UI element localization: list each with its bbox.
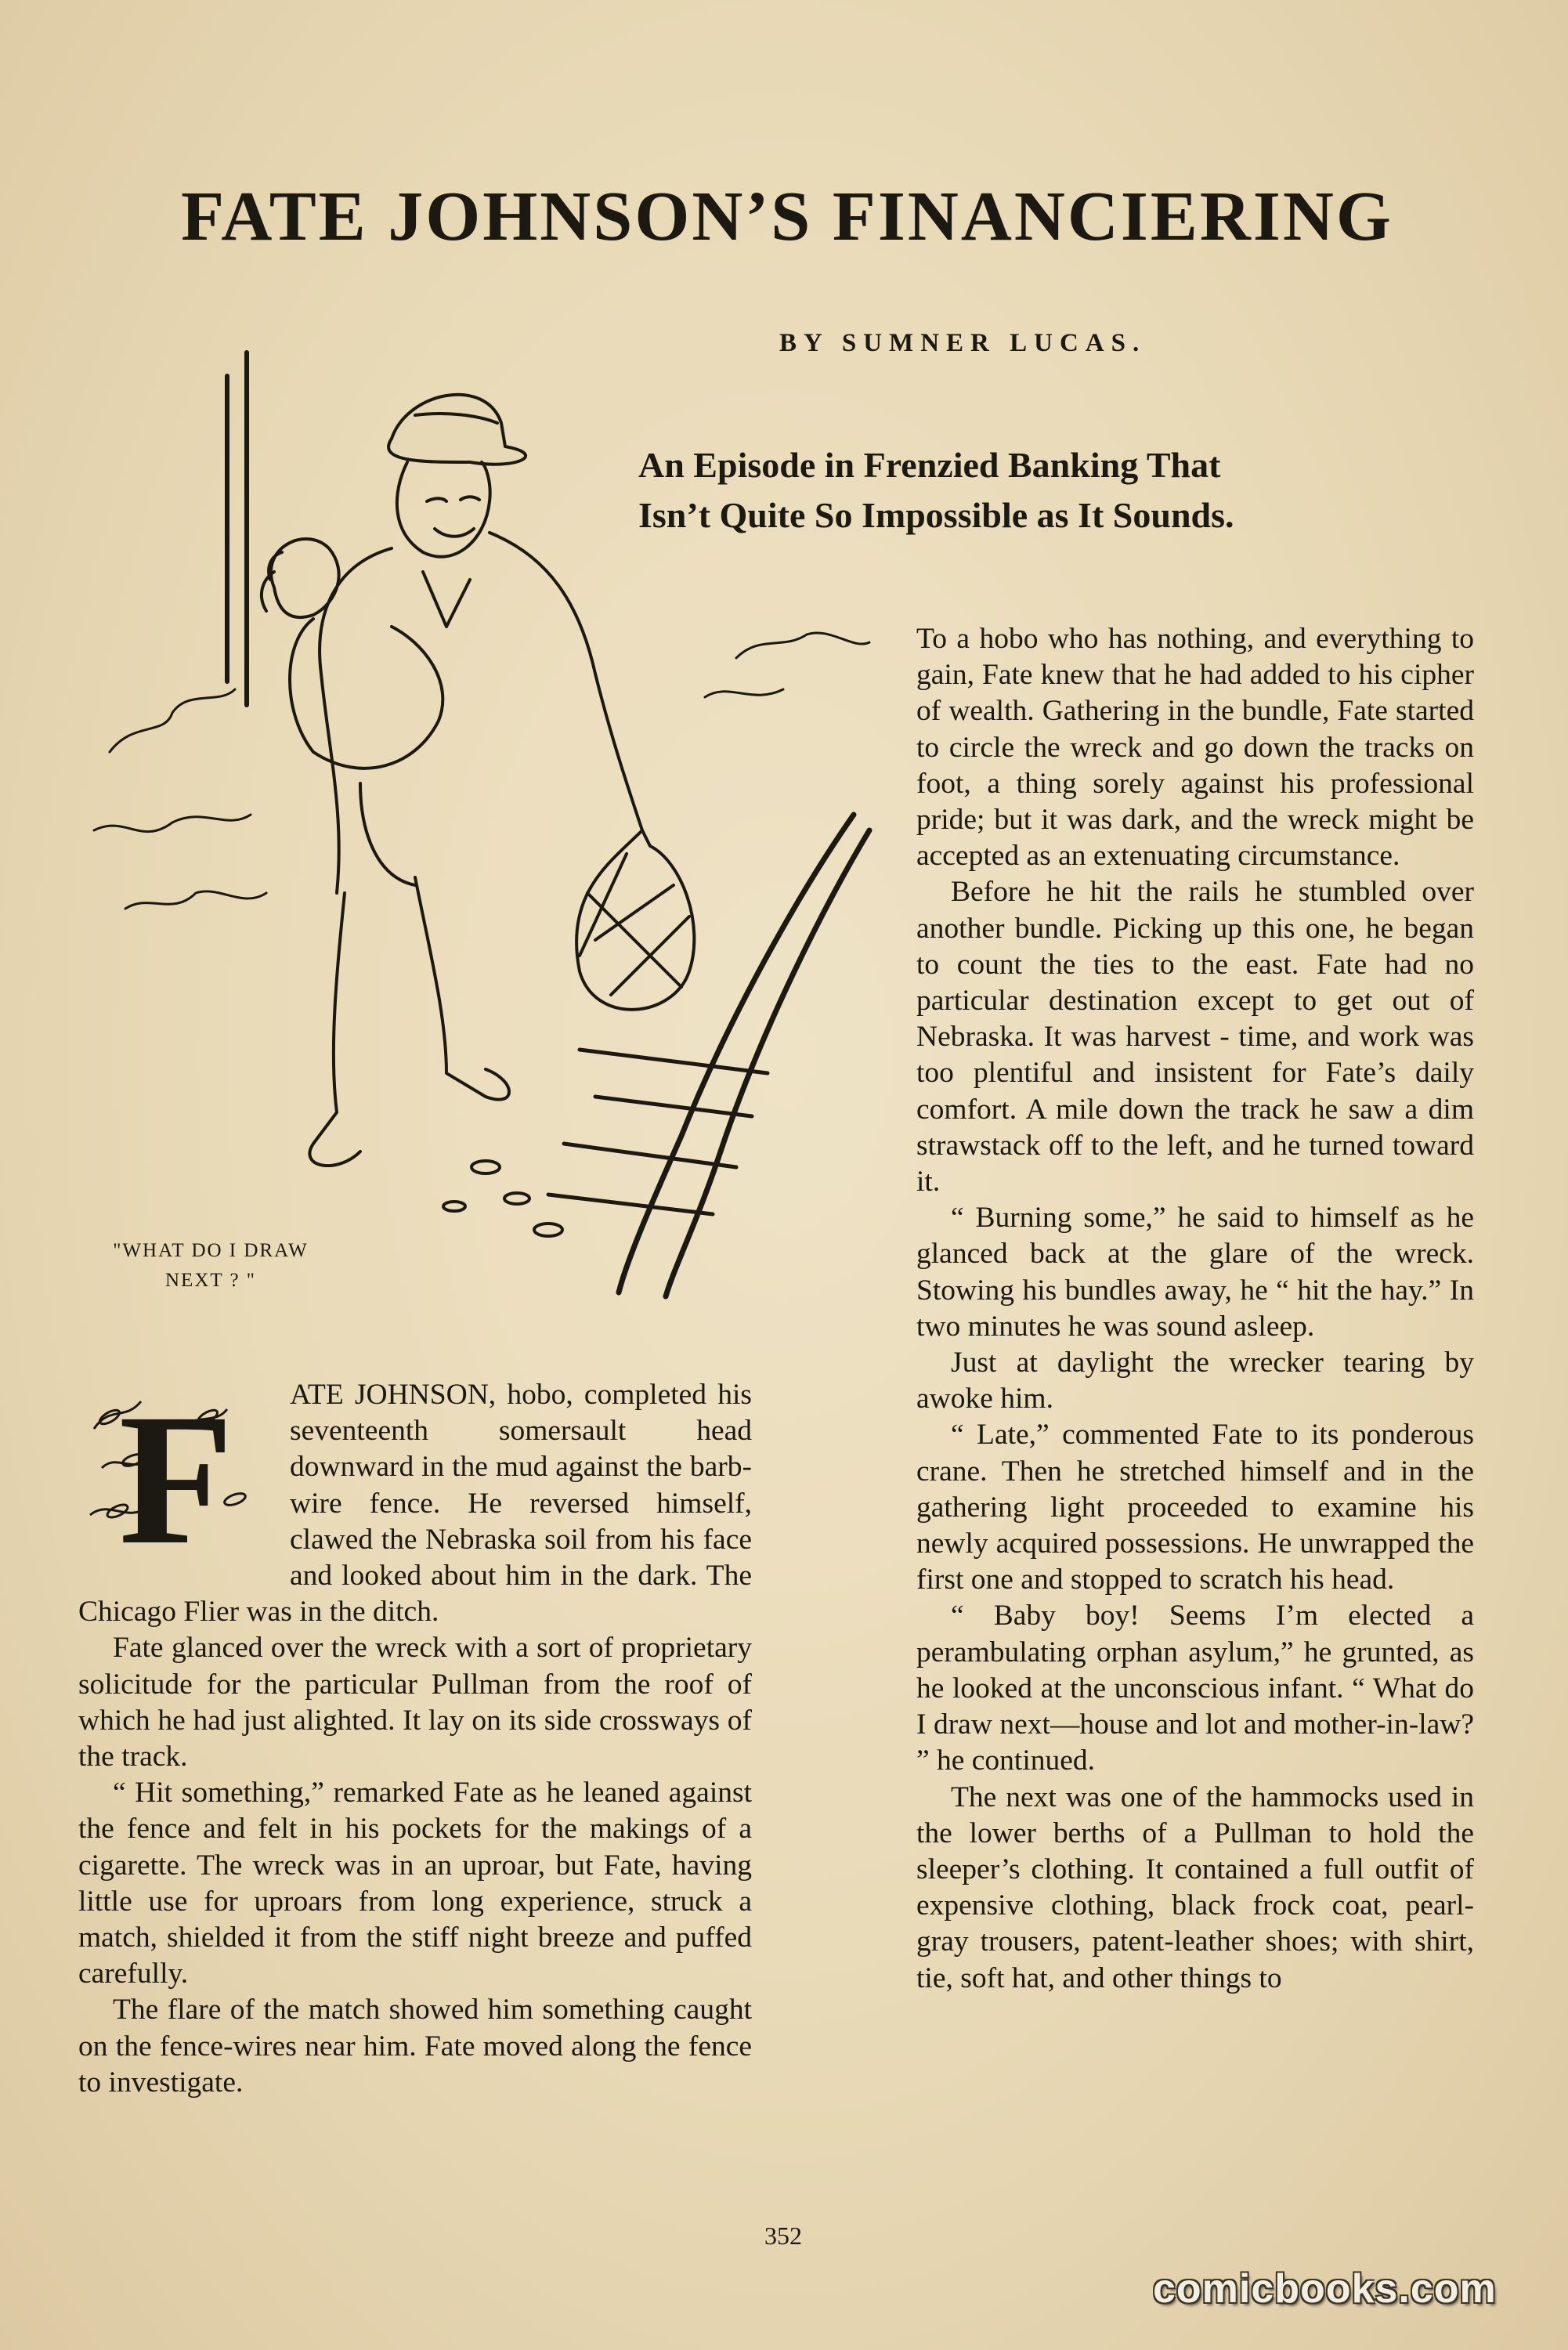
paragraph: The flare of the match showed him something caught on the fence-wires near him. Fate moved along the fence to investigate. [78, 1994, 752, 2099]
paragraph: “ Hit something,” remarked Fate as he leaned against the fence and felt in his pockets for the makings of a cigarette. The wreck was in an uproar, but Fate, having little use for uproars from long experience, struck a match, shielded it from the stiff night breeze and puffed carefully. [78, 1777, 752, 1990]
svg-text:F: F [118, 1382, 234, 1562]
paragraph: Fate glanced over the wreck with a sort of proprietary solicitude for the particular Pullman from the roof of which he had just alighted. It lay on its side crossways of the track. [78, 1632, 752, 1773]
paragraph: Before he hit the rails he stumbled over another bundle. Picking up this one, he began to count the ties to the east. Fate had no particular destination except to get out of Nebraska. It was harvest - time, and work was too plentiful and insistent for Fate’s daily comfort. A mile down the track he saw a dim strawstack off to the left, and he turned toward it. [916, 876, 1474, 1198]
caption-line-2: NEXT ? " [165, 1270, 256, 1291]
paragraph: ATE JOHNSON, hobo, completed his seventeenth somersault head downward in the mud against the barb-wire fence. He reversed himself, clawed the Nebraska soil from his face and looked about him in the dark. The Chicago Flier was in the ditch. [78, 1379, 752, 1629]
hobo-illustration [78, 345, 877, 1308]
paragraph: Just at daylight the wrecker tearing by awoke him. [916, 1347, 1474, 1415]
page-number: 352 [764, 2222, 802, 2250]
byline: BY SUMNER LUCAS. [779, 329, 1147, 357]
drop-cap-f [78, 1382, 274, 1562]
caption-line-1: "WHAT DO I DRAW [113, 1240, 309, 1261]
subtitle-line-2: Isn’t Quite So Impossible as It Sounds. [638, 495, 1234, 535]
paragraph: “ Baby boy! Seems I’m elected a perambulating orphan asylum,” he grunted, as he looked at the unconscious infant. “ What do I draw next—house and lot and mother-in-law? ” he continued. [916, 1600, 1474, 1777]
illustration-caption [81, 1236, 340, 1296]
paragraph: “ Burning some,” he said to himself as he glanced back at the glare of the wreck. Stowing his bundles away, he “ hit the hay.” In two minutes he was sound asleep. [916, 1202, 1474, 1343]
watermark-logo: comicbooks.com [1153, 2266, 1497, 2312]
article-title: FATE JOHNSON’S FINANCIERING [181, 178, 1393, 255]
paragraph: To a hobo who has nothing, and everything to gain, Fate knew that he had added to his cipher of wealth. Gathering in the bundle, Fate started to circle the wreck and go down the tracks on foot, a thing sorely against his professional pride; but it was dark, and the wreck might be accepted as an extenuating circumstance. [916, 623, 1474, 873]
paragraph: The next was one of the hammocks used in the lower berths of a Pullman to hold the sleeper’s clothing. It contained a full outfit of expensive clothing, black frock coat, pearl-gray trousers, patent-leather shoes; with shirt, tie, soft hat, and other things to [916, 1781, 1474, 1994]
subtitle-line-1: An Episode in Frenzied Banking That [638, 445, 1221, 485]
paragraph: “ Late,” commented Fate to its ponderous crane. Then he stretched himself and in the gathering light proceeded to examine his newly acquired possessions. He unwrapped the first one and stopped to scratch his head. [916, 1419, 1474, 1596]
right-column [916, 621, 1474, 1997]
left-column [78, 1377, 752, 2101]
